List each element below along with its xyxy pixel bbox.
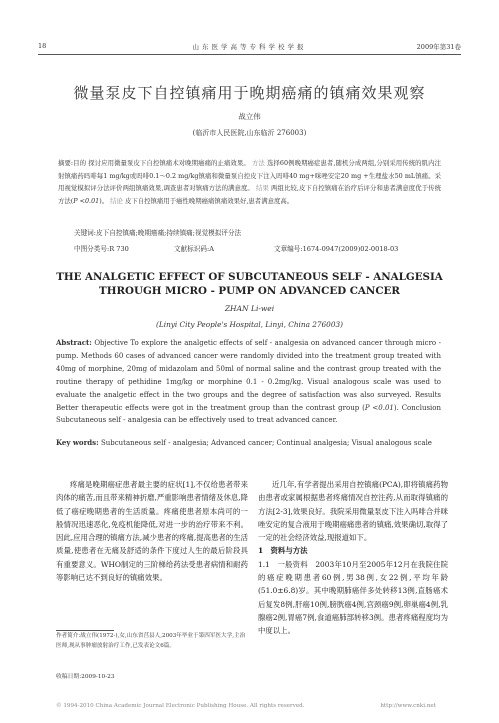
abstract-zh-p-value: P <0.01 — [73, 197, 100, 206]
abstract-en-text: Objective To explore the analgetic effects of self - analgesia on advanced cancer through micro - pump. Methods 60 cases of advanced cancer were randomly divided into the treatment group treated with 40mg of morphine, 20mg of midazolam and 50ml of normal saline and the contrast group treated with the routine therapy of pethidine 1mg/kg or morphine 0.1 - 0.2mg/kg. Visual analogous scale was used to evaluate the analgetic effect in the two groups and the degree of satisfaction was also surveyed. Results Better therapeutic effects were got in the treatment group than the contrast group ( — [56, 339, 441, 412]
author-en: ZHAN Li-wei — [224, 304, 275, 313]
footnote-rule — [56, 630, 114, 631]
title-en-line-1: THE ANALGETIC EFFECT OF SUBCUTANEOUS SELF - ANALGESIA — [56, 271, 443, 283]
abstract-en-label: Abstract: — [56, 338, 92, 347]
title-zh: 微量泵皮下自控镇痛用于晚期癌痛的镇痛效果观察 — [73, 84, 426, 102]
author-footnote: 作者简介:战立伟(1972-),女,山东省莒县人,2003年毕业于第四军医大学,主治医师,现从事肿瘤放射治疗工作,已发表论文6篇。 — [56, 633, 246, 649]
classification-zh — [74, 243, 441, 253]
abstract-zh-method-label: 方法 — [251, 159, 265, 167]
keywords-en-label: Key words: — [56, 438, 99, 447]
body-column-right — [258, 478, 448, 638]
abstract-zh-result: 两组比较,皮下自控镇痛在治疗后评分和患者满意度优于传统方法( — [58, 184, 442, 206]
running-header — [38, 40, 461, 54]
abstract-zh — [58, 157, 441, 208]
section-1-1: 1.1 一般资料 2003年10月至2005年12月在我院住院的癌症晚期患者60例,男38例,女22例,平均年龄(51.0±6.8)岁。其中晚期肺癌伴多处转移13例,直肠癌术后复发8例,肝癌10例,膀胱癌4例,宫颈癌9例,卵巢癌4例,乳腺癌2例,胃癌7例,食道癌肺部转移3例。患者疼痛程度均为中度以上。 — [258, 559, 448, 636]
page-number: 18 — [38, 42, 47, 50]
copyright-line — [56, 703, 436, 709]
section-1-title: 1 资料与方法 — [258, 546, 308, 556]
keywords-en — [56, 438, 441, 447]
clc-number: 中图分类号:R 730 — [74, 245, 129, 253]
article-number: 文章编号:1674-0947(2009)02-0018-03 — [274, 245, 399, 253]
keywords-zh: 关键词:皮下自控镇痛;晚期癌痛;持续镇痛;视觉模拟评分法 — [74, 229, 242, 237]
title-en — [0, 270, 499, 298]
affiliation-en: (Linyi City People's Hospital, Linyi, China 276003) — [156, 320, 343, 329]
abstract-zh-result-end: )。 — [99, 197, 109, 206]
abstract-zh-result-label: 结果 — [256, 184, 269, 193]
abstract-zh-method: 选择60例晚期癌症患者,随机分成两组,分别采用传统的肌内注射镇痛药吗啡每1 mg/kg或吗啡0.1～0.2 mg/kg镇痛和微量泵自控皮下注入吗啡40 mg+咪唑安定20 mg +生理盐水50 mL镇痛。采用视觉模拟评分法评价两组镇痛效果,调查患者对镇痛方法的满意度。 — [58, 159, 441, 193]
issue-date: 2009年第31卷 — [416, 43, 461, 51]
body-column-left — [56, 478, 248, 584]
abstract-zh-conclusion: 皮下自控镇痛用于癌性晚期癌痛镇痛效果好,患者满意度高。 — [124, 197, 294, 206]
keywords-en-text: Subcutaneous self - analgesia; Advanced cancer; Continual analgesia; Visual analogous scale — [100, 439, 432, 447]
cnki-link[interactable]: http://www.cnki.net — [380, 703, 436, 709]
author-zh: 战立伟 — [238, 112, 261, 121]
copyright-text: © 1994-2010 China Academic Journal Electronic Publishing House. All rights reserved. — [56, 703, 305, 709]
document-code: 文献标识码:A — [174, 245, 214, 253]
received-date: 收稿日期:2009-10-23 — [56, 674, 115, 680]
abstract-zh-conclusion-label: 结论 — [110, 197, 123, 206]
abstract-zh-label: 摘要:目的 — [58, 159, 87, 167]
header-rule — [38, 54, 461, 55]
journal-name: 山东医学高等专科学校学报 — [192, 43, 307, 51]
abstract-zh-objective: 探讨应用微量泵皮下自控镇痛术对晚期癌痛的止痛效果。 — [88, 159, 250, 167]
body-paragraph-pca: 近几年,有学者提出采用自控镇痛(PCA),即将镇痛药物由患者或家属根据患者疼痛情况自控注药,从而取得镇痛的方法[2-3],效果良好。我院采用微量泵皮下注入吗啡合并咪唑安定的复合液用于晚期癌痛患者的镇痛,效果确切,取得了一定的社会经济效益,现报道如下。 — [258, 480, 449, 543]
abstract-en-p-value: P <0.01 — [364, 403, 394, 412]
body-paragraph-intro: 疼痛是晚期癌症患者最主要的症状[1],不仅给患者带来肉体的痛苦,而且带来精神折磨,严重影响患者情绪及休息,降低了癌症晚期患者的生活质量。疼痛使患者原本尚可的一般情况迅速恶化,免疫机能降低,对进一步的治疗带来不利。因此,应用合理的镇痛方法,减少患者的疼痛,提高患者的生活质量,使患者在无痛及舒适的条件下度过人生的最后阶段具有重要意义。WHO制定的三阶梯给药法受患者病情和耐药等影响已达不到良好的镇痛效果。 — [56, 480, 248, 583]
affiliation-zh: (临沂市人民医院,山东临沂 276003) — [192, 129, 307, 137]
abstract-en-text-end: ). Conclusion Subcutaneous self - analgesia can be effectively used to treat advanced cancer. — [56, 403, 442, 425]
abstract-en — [56, 337, 441, 427]
title-en-line-2: THROUGH MICRO - PUMP ON ADVANCED CANCER — [99, 285, 400, 297]
